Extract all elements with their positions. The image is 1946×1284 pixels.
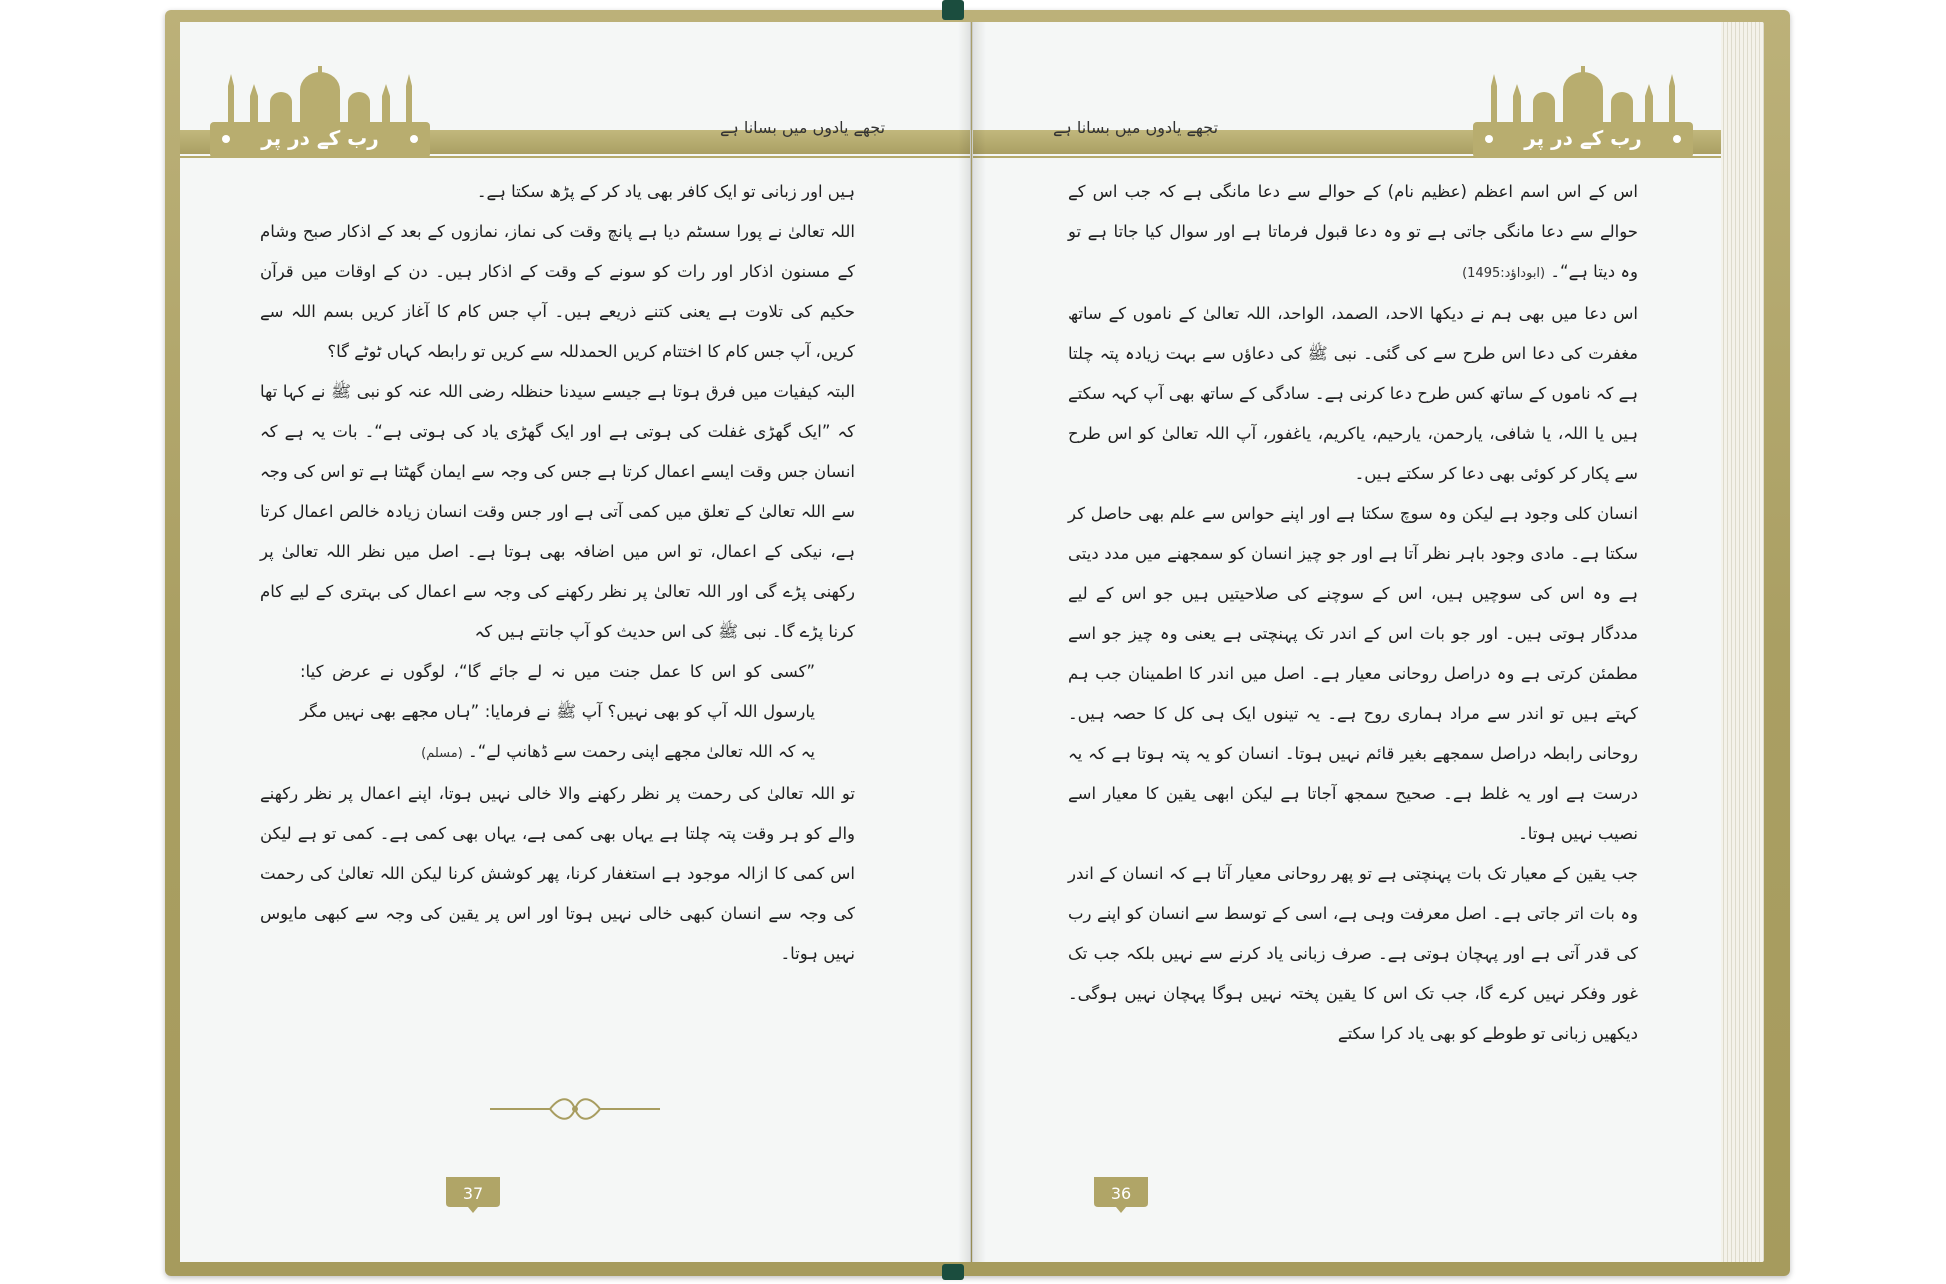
page-number-badge (1090, 1177, 1152, 1213)
paragraph: ہیں اور زبانی تو ایک کافر بھی یاد کر کے پڑھ سکتا ہے۔ (476, 182, 855, 201)
page-number: 37 (462, 1184, 484, 1203)
emblem-dot (1673, 135, 1681, 143)
quote-text: ”کسی کو اس کا عمل جنت میں نہ لے جائے گا“، لوگوں نے عرض کیا: یارسول اللہ آپ کو بھی نہیں؟ آپ ﷺ نے فرمایا: ”ہاں مجھے بھی نہیں مگر یہ کہ اللہ تعالیٰ مجھے اپنی رحمت سے ڈھانپ لے“۔ (300, 662, 815, 761)
left-page (180, 22, 971, 1262)
paragraph: تو اللہ تعالیٰ کی رحمت پر نظر رکھنے والا خالی نہیں ہوتا، اپنے اعمال پر نظر رکھنے والے کو ہر وقت پتہ چلتا ہے یہاں بھی کمی ہے، یہاں بھی کمی ہے۔ کمی تو ہے لیکن اس کمی کا ازالہ موجود ہے استغفار کرنا، پھر کوشش کرنا لیکن اللہ تعالیٰ کی رحمت کی وجہ سے انسان کبھی خالی نہیں ہوتا اور اس پر یقین کی وجہ سے کبھی مایوس نہیں ہوتا۔ (260, 784, 855, 963)
bookmark-ribbon-bottom (942, 1264, 964, 1280)
paragraph: جب یقین کے معیار تک بات پہنچتی ہے تو پھر روحانی معیار آتا ہے کہ انسان کے اندر وہ بات اتر جاتی ہے۔ اصل معرفت وہی ہے، اسی کے توسط سے انسان کو اپنے رب کی قدر آتی ہے اور پہچان ہوتی ہے۔ صرف زبانی یاد کرنے سے نہیں بلکہ جب تک غور وفکر نہیں کرے گا، جب تک اس کا یقین پختہ نہیں ہوگا پہچان نہیں ہوگی۔ دیکھیں زبانی تو طوطے کو بھی یاد کرا سکتے (1068, 864, 1638, 1043)
hadith-quote (300, 652, 815, 774)
page-body (260, 172, 855, 974)
series-title: رب کے در پر (1524, 126, 1642, 150)
mosque-emblem (1473, 66, 1693, 158)
bookmark-ribbon-top (942, 0, 964, 20)
ornament-divider (490, 1094, 660, 1124)
emblem-dot (222, 135, 230, 143)
paragraph (1068, 172, 1638, 294)
paragraph: انسان کلی وجود ہے لیکن وہ سوچ سکتا ہے اور اپنے حواس سے علم بھی حاصل کر سکتا ہے۔ مادی وجود باہر نظر آتا ہے اور جو چیز انسان کو سمجھنے میں مدد دیتی ہے وہ اس کی سوچیں ہیں، اس کے سوچنے کی صلاحیتیں ہیں جو اس کے لیے مددگار ہوتی ہیں۔ اور جو بات اس کے اندر تک پہنچتی ہے یعنی وہ چیز جو اسے مطمئن کرتی ہے وہ دراصل روحانی معیار ہے۔ اصل میں اندر کا اطمینان جب ہم کہتے ہیں تو اندر سے مراد ہماری روح ہے۔ یہ تینوں ایک ہی کل کا حصہ ہیں۔ روحانی رابطہ دراصل سمجھے بغیر قائم نہیں ہوتا۔ انسان کو یہ پتہ ہوتا ہے کہ یہ درست ہے اور یہ غلط ہے۔ صحیح سمجھ آجاتا ہے لیکن ابھی یقین کا معیار اسے نصیب نہیں ہوتا۔ (1068, 504, 1638, 843)
hadith-reference: (ابوداؤد:1495) (1462, 266, 1546, 281)
emblem-dot (410, 135, 418, 143)
page-number: 36 (1110, 1184, 1132, 1203)
page-body (1068, 172, 1638, 1054)
paragraph: اس دعا میں بھی ہم نے دیکھا الاحد، الصمد، الواحد، اللہ تعالیٰ کے ناموں کے ساتھ مغفرت کی دعا اس طرح سے کی گئی۔ نبی ﷺ کی دعاؤں سے بہت زیادہ پتہ چلتا ہے کہ ناموں کے ساتھ کس طرح دعا کرنی ہے۔ سادگی کے ساتھ بھی آپ کہہ سکتے ہیں یا اللہ، یا شافی، یارحمن، یارحیم، یاکریم، یاغفور، آپ اللہ تعالیٰ کو اس طرح سے پکار کر کوئی بھی دعا کر سکتے ہیں۔ (1068, 304, 1638, 483)
book-gutter (958, 22, 986, 1262)
ornament-icon (490, 1094, 660, 1124)
paragraph: البتہ کیفیات میں فرق ہوتا ہے جیسے سیدنا حنظلہ رضی اللہ عنہ کو نبی ﷺ نے کہا تھا کہ ”ایک گھڑی غفلت کی ہوتی ہے اور ایک گھڑی یاد کی ہوتی ہے“۔ بات یہ ہے کہ انسان جس وقت ایسے اعمال کرتا ہے جس کی وجہ سے ایمان گھٹتا ہے تو اس کی وجہ سے اللہ تعالیٰ کے تعلق میں کمی آتی ہے اور جس وقت انسان زیادہ خالص اعمال کرتا ہے، نیکی کے اعمال، تو اس میں اضافہ بھی ہوتا ہے۔ اصل میں نظر اللہ تعالیٰ پر رکھنی پڑے گی اور اللہ تعالیٰ پر نظر رکھنے کی وجہ سے اعمال کی بہتری کے لیے کام کرنا پڑے گا۔ نبی ﷺ کی اس حدیث کو آپ جانتے ہیں کہ (260, 382, 855, 641)
emblem-dot (1485, 135, 1493, 143)
page-number-badge (442, 1177, 504, 1213)
running-head: تجھے یادوں میں بسانا ہے (1053, 118, 1219, 137)
paragraph-text: اس کے اس اسم اعظم (عظیم نام) کے حوالے سے دعا مانگی ہے کہ جب اس کے حوالے سے دعا مانگی جاتی ہے تو وہ دعا قبول فرماتا ہے اور سوال کیا جاتا ہے تو وہ دیتا ہے“۔ (1068, 182, 1638, 281)
running-head: تجھے یادوں میں بسانا ہے (720, 118, 886, 137)
quote-reference: (مسلم) (421, 746, 463, 761)
mosque-emblem (210, 66, 430, 158)
paragraph: اللہ تعالیٰ نے پورا سسٹم دیا ہے پانچ وقت کی نماز، نمازوں کے بعد کے اذکار صبح وشام کے مسنون اذکار اور رات کو سونے کے وقت کے اذکار ہیں۔ دن کے اوقات میں قرآن حکیم کی تلاوت ہے یعنی کتنے ذریعے ہیں۔ آپ جس کام کا آغاز کریں بسم اللہ سے کریں، آپ جس کام کا اختتام کریں الحمدللہ سے کریں تو رابطہ کہاں ٹوٹے گا؟ (260, 222, 855, 361)
series-title: رب کے در پر (261, 126, 379, 150)
right-page (972, 22, 1721, 1262)
